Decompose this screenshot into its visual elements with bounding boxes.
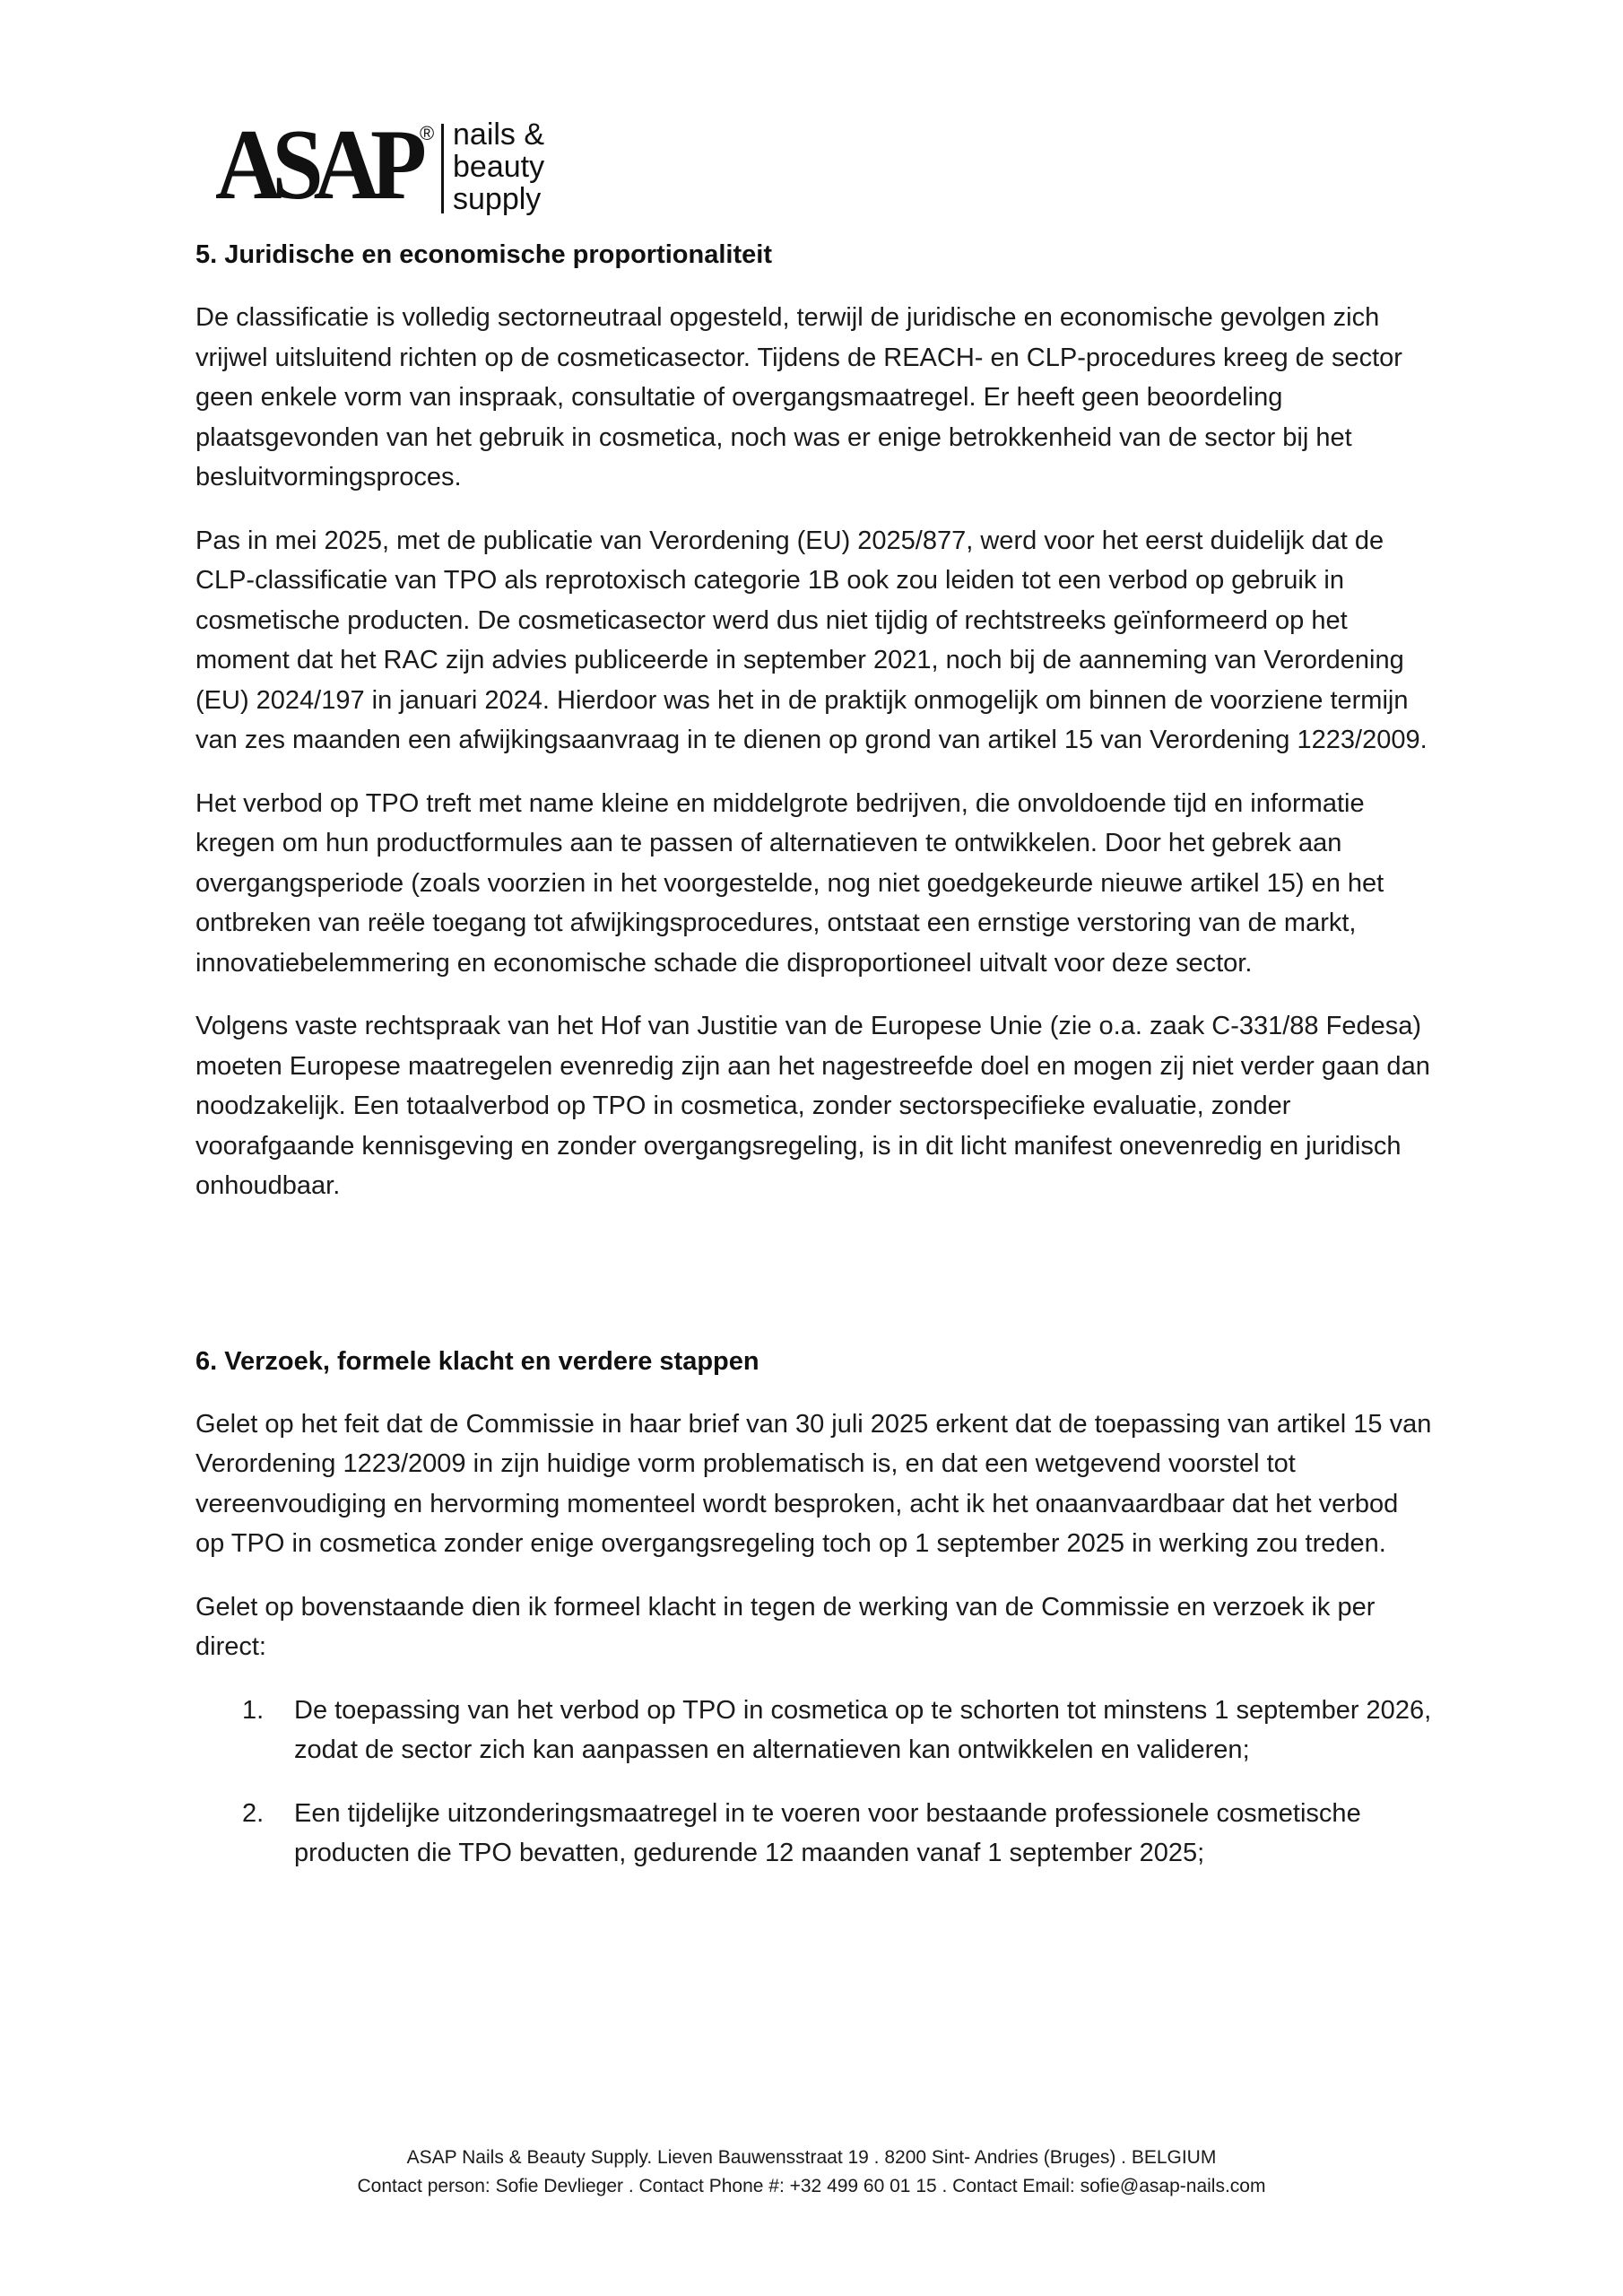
section-5-paragraph: Het verbod op TPO treft met name kleine en middelgrote bedrijven, die onvoldoende tijd en informatie kregen om hun productformules aan te passen of alternatieven te ontwikkelen. Door het gebrek aan overgangsperiode (zoals voorzien in het voorgestelde, nog niet goedgekeurde nieuwe artikel 15) en het ontbreken van reële toegang tot afwijkingsprocedures, ontstaat een ernstige verstoring van de markt, innovatiebelemmering en economische schade die disproportioneel uitvalt voor deze sector. <box>195 788 1384 978</box>
request-item <box>195 1691 1433 1770</box>
request-list <box>195 1691 1433 1874</box>
footer-address: ASAP Nails & Beauty Supply. Lieven Bauwensstraat 19 . 8200 Sint- Andries (Bruges) . BELGIUM <box>406 2147 1217 2168</box>
logo-line: supply <box>453 182 542 216</box>
logo-mark: ASAP <box>215 109 417 221</box>
logo-line: nails & <box>453 117 545 152</box>
section-5-paragraph: Pas in mei 2025, met de publicatie van Verordening (EU) 2025/877, werd voor het eerst duidelijk dat de CLP-classificatie van TPO als reprotoxisch categorie 1B ook zou leiden tot een verbod op gebruik in cosmetische producten. De cosmeticasector werd dus niet tijdig of rechtstreeks geïnformeerd op het moment dat het RAC zijn advies publiceerde in september 2021, noch bij de aanneming van Verordening (EU) 2024/197 in januari 2024. Hierdoor was het in de praktijk onmogelijk om binnen de voorziene termijn van zes maanden een afwijkingsaanvraag in te dienen op grond van artikel 15 van Verordening 1223/2009. <box>195 526 1428 754</box>
section-6-paragraph: Gelet op bovenstaande dien ik formeel klacht in tegen de werking van de Commissie en verzoek ik per direct: <box>195 1592 1376 1661</box>
logo-tagline <box>453 118 544 215</box>
request-number: 1. <box>242 1695 265 1725</box>
request-text: De toepassing van het verbod op TPO in cosmetica op te schorten tot minstens 1 september 2026, zodat de sector zich kan aanpassen en alternatieven kan ontwikkelen en valideren; <box>294 1695 1432 1764</box>
request-text: Een tijdelijke uitzonderingsmaatregel in te voeren voor bestaande professionele cosmetische producten die TPO bevatten, gedurende 12 maanden vanaf 1 september 2025; <box>294 1798 1361 1867</box>
page-footer <box>0 2144 1623 2201</box>
section-6-heading: 6. Verzoek, formele klacht en verdere stappen <box>195 1346 759 1376</box>
section-5-paragraph: De classificatie is volledig sectorneutraal opgesteld, terwijl de juridische en economische gevolgen zich vrijwel uitsluitend richten op de cosmeticasector. Tijdens de REACH- en CLP-procedures kreeg de sector geen enkele vorm van inspraak, consultatie of overgangsmaatregel. Er heeft geen beoordeling plaatsgevonden van het gebruik in cosmetica, noch was er enige betrokkenheid van de sector bij het besluitvormingsproces. <box>195 303 1402 491</box>
company-logo <box>215 109 574 221</box>
logo-divider <box>441 124 444 213</box>
request-number: 2. <box>242 1798 265 1828</box>
footer-contact: Contact person: Sofie Devlieger . Contact Phone #: +32 499 60 01 15 . Contact Email: sofie@asap-nails.com <box>357 2176 1266 2196</box>
letter-body <box>195 235 1433 1897</box>
section-5-heading: 5. Juridische en economische proportionaliteit <box>195 240 772 269</box>
section-6-paragraph: Gelet op het feit dat de Commissie in haar brief van 30 juli 2025 erkent dat de toepassing van artikel 15 van Verordening 1223/2009 in zijn huidige vorm problematisch is, en dat een wetgevend voorstel tot vereenvoudiging en hervorming momenteel wordt besproken, acht ik het onaanvaardbaar dat het verbod op TPO in cosmetica zonder enige overgangsregeling toch op 1 september 2025 in werking zou treden. <box>195 1409 1432 1558</box>
request-item <box>195 1794 1433 1874</box>
logo-line: beauty <box>453 150 545 184</box>
registered-mark: ® <box>420 122 435 144</box>
section-5-paragraph: Volgens vaste rechtspraak van het Hof van Justitie van de Europese Unie (zie o.a. zaak C-331/88 Fedesa) moeten Europese maatregelen evenredig zijn aan het nagestreefde doel en mogen zij niet verder gaan dan noodzakelijk. Een totaalverbod op TPO in cosmetica, zonder sectorspecifieke evaluatie, zonder voorafgaande kennisgeving en zonder overgangsregeling, is in dit licht manifest onevenredig en juridisch onhoudbaar. <box>195 1012 1430 1200</box>
